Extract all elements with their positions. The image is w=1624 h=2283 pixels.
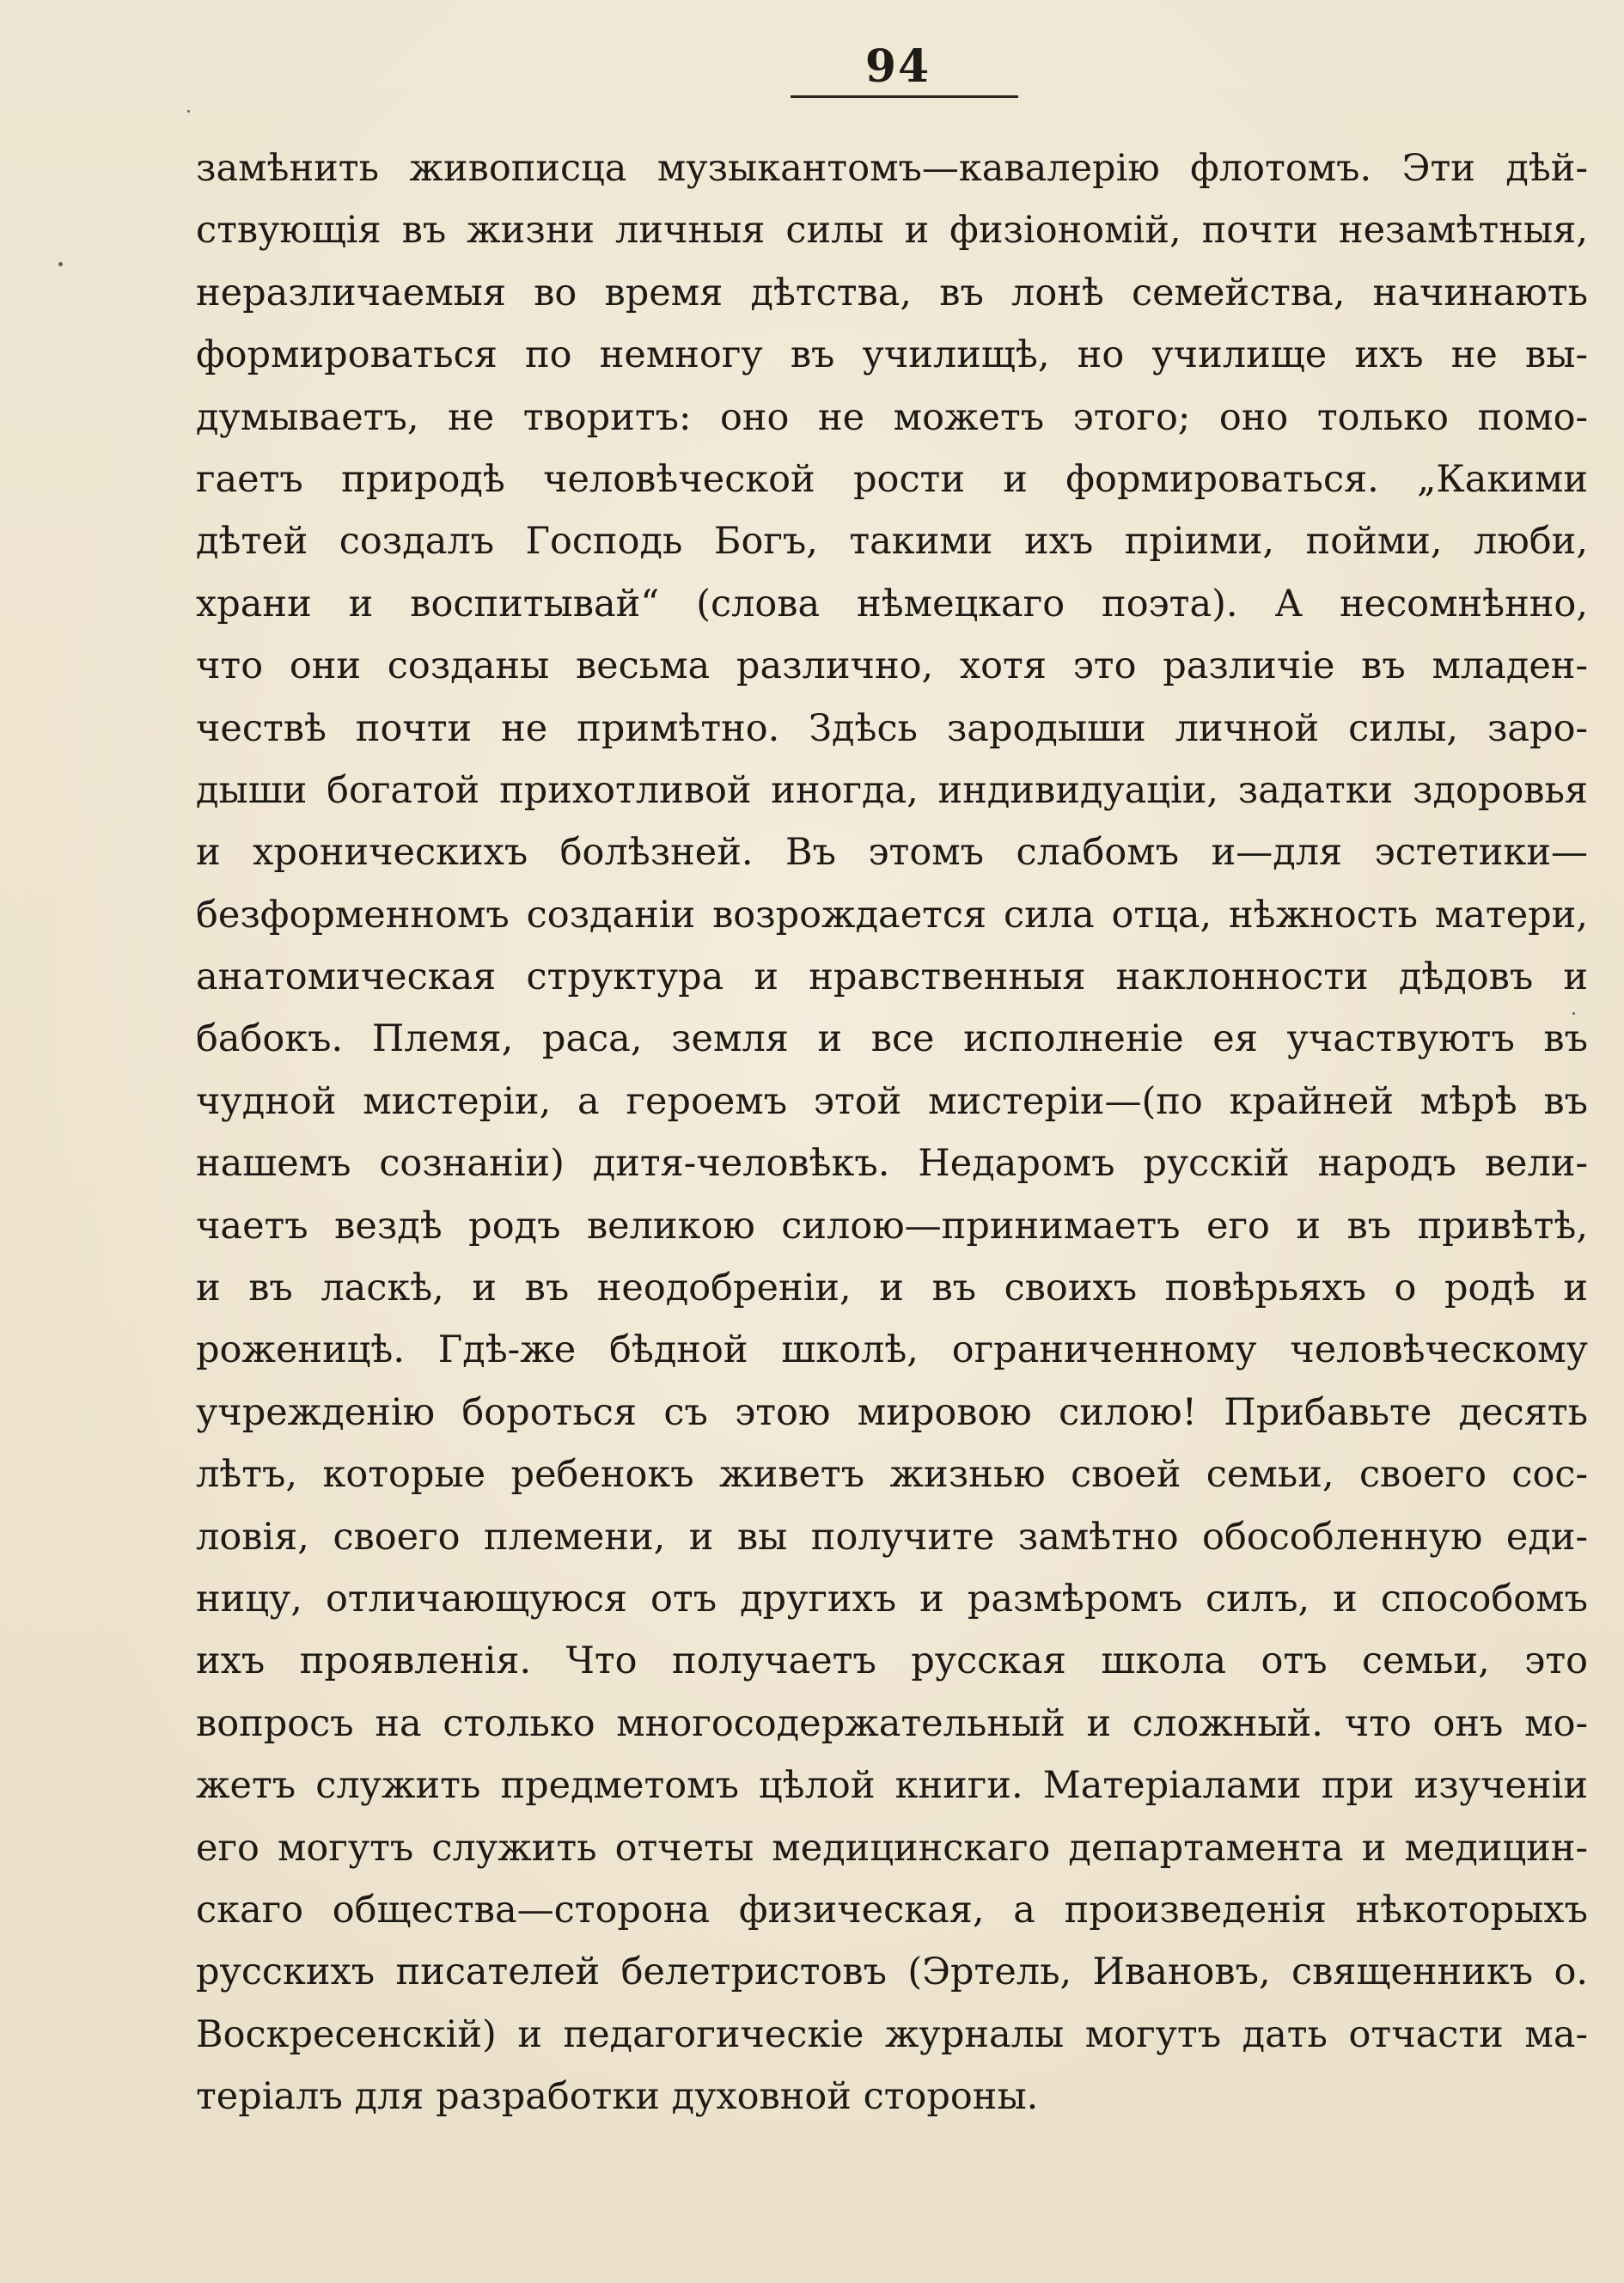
text-line: вопросъ на столько многосодержательный и сложный. что онъ мо-: [196, 1701, 1588, 1745]
text-line: замѣнить живописца музыкантомъ—кавалерію флотомъ. Эти дѣй-: [196, 147, 1588, 190]
text-line: Воскресенскій) и педагогическіе журналы могутъ дать отчасти ма-: [196, 2012, 1588, 2056]
text-line: неразличаемыя во время дѣтства, въ лонѣ семейства, начинають: [196, 271, 1588, 314]
print-speck: [58, 262, 63, 266]
text-line: скаго общества—сторона физическая, а произведенія нѣкоторыхъ: [196, 1888, 1588, 1932]
text-line: учрежденію бороться съ этою мировою силою! Прибавьте десять: [196, 1390, 1588, 1434]
text-line: думываетъ, не творитъ: оно не можетъ этого; оно только помо-: [196, 395, 1588, 439]
text-line: ихъ проявленія. Что получаетъ русская школа отъ семьи, это: [196, 1639, 1588, 1683]
print-speck: [187, 110, 190, 113]
text-line: нашемъ сознаніи) дитя-человѣкъ. Недаромъ русскій народъ вели-: [196, 1142, 1588, 1186]
text-line: чаетъ вездѣ родъ великою силою—принимаетъ его и въ привѣтѣ,: [196, 1204, 1588, 1248]
text-line: жетъ служить предметомъ цѣлой книги. Матеріалами при изученіи: [196, 1764, 1588, 1808]
text-line: чудной мистеріи, а героемъ этой мистеріи—(по крайней мѣрѣ въ: [196, 1079, 1588, 1123]
text-line: лѣтъ, которые ребенокъ живетъ жизнью своей семьи, своего сос-: [196, 1453, 1588, 1497]
text-line: ствующія въ жизни личныя силы и физіономій, почти незамѣтныя,: [196, 209, 1588, 253]
text-line: ловія, своего племени, и вы получите замѣтно обособленную еди-: [196, 1515, 1588, 1559]
text-line: его могутъ служить отчеты медицинскаго департамента и медицин-: [196, 1826, 1588, 1870]
text-line: что они созданы весьма различно, хотя это различіе въ младен-: [196, 644, 1588, 688]
text-line: безформенномъ созданіи возрождается сила отца, нѣжность матери,: [196, 893, 1588, 937]
text-line: бабокъ. Племя, раса, земля и все исполненіе ея участвуютъ въ: [196, 1017, 1588, 1061]
text-line: чествѣ почти не примѣтно. Здѣсь зародыши личной силы, заро-: [196, 706, 1588, 750]
text-line: роженицѣ. Гдѣ-же бѣдной школѣ, ограниченному человѣческому: [196, 1328, 1588, 1372]
text-line: дыши богатой прихотливой иногда, индивидуаціи, задатки здоровья: [196, 768, 1588, 812]
text-line: русскихъ писателей белетристовъ (Эртель, Ивановъ, священникъ о.: [196, 1950, 1588, 1994]
page-number-rule: [791, 95, 1018, 98]
body-text: [196, 137, 1588, 2128]
text-line: формироваться по немногу въ училищѣ, но училище ихъ не вы-: [196, 333, 1588, 377]
print-speck: [1572, 1012, 1575, 1015]
text-line: храни и воспитывай“ (слова нѣмецкаго поэта). А несомнѣнно,: [196, 582, 1588, 626]
text-line-last: теріалъ для разработки духовной стороны.: [196, 2075, 1039, 2119]
text-line: и въ ласкѣ, и въ неодобреніи, и въ своихъ повѣрьяхъ о родѣ и: [196, 1267, 1588, 1310]
text-line: и хроническихъ болѣзней. Въ этомъ слабомъ и—для эстетики—: [196, 831, 1588, 875]
text-line: ницу, отличающуюся отъ другихъ и размѣромъ силъ, и способомъ: [196, 1577, 1588, 1621]
page-number: 94: [864, 40, 931, 93]
text-line: гаетъ природѣ человѣческой рости и формироваться. „Какими: [196, 457, 1588, 501]
text-line: анатомическая структура и нравственныя наклонности дѣдовъ и: [196, 955, 1588, 999]
text-line: дѣтей создалъ Господь Богъ, такими ихъ пріими, пойми, люби,: [196, 520, 1588, 564]
